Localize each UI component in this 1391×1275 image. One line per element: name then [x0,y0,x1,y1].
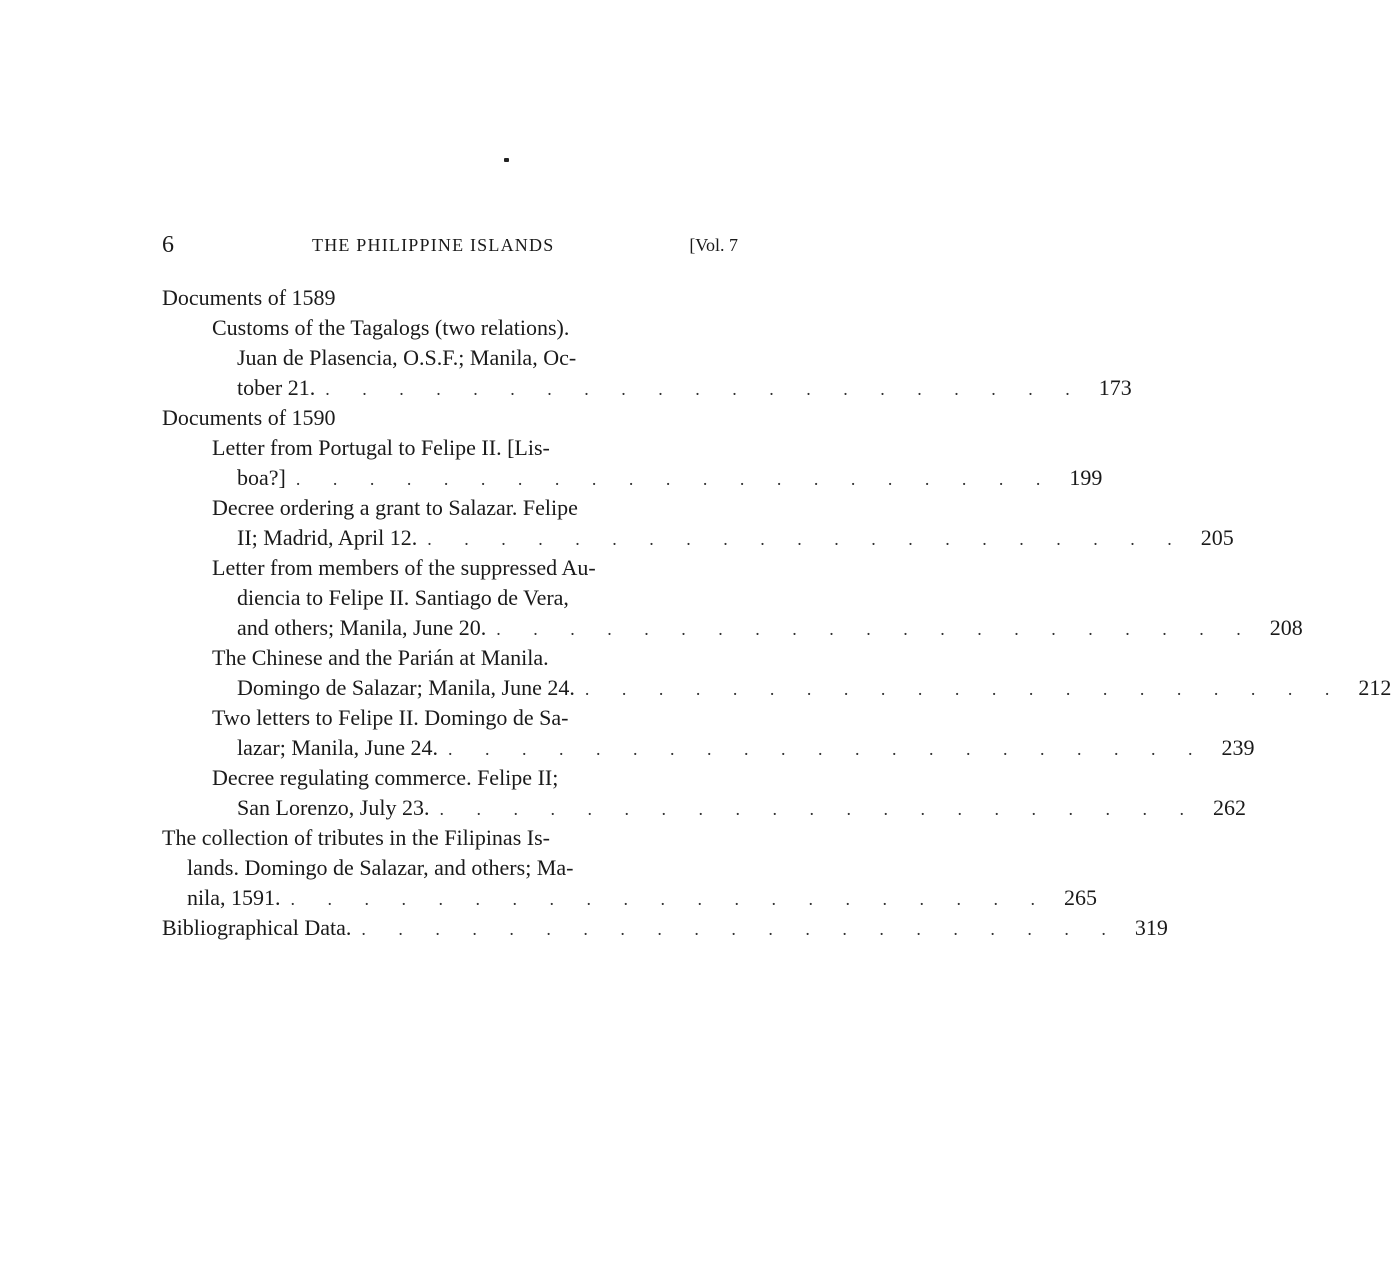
toc-page-number: 239 [1221,735,1255,760]
running-header [162,232,738,262]
toc-entry-line: Decree regulating commerce. Felipe II; [212,765,559,790]
dot-leader: . . . . . . . . . . . . . . . . . . . . . [427,529,1186,549]
toc-entry-line [162,373,1132,403]
toc-page-number: 199 [1069,465,1103,490]
dot-leader: . . . . . . . . . . . . . . . . . . . . . [361,919,1120,939]
toc-page-number: 208 [1269,615,1303,640]
toc-entry-line [162,883,1097,913]
table-of-contents [162,283,1391,943]
toc-page-number: 262 [1212,795,1246,820]
toc-entry-line: The collection of tributes in the Filipinas Is- [162,825,550,850]
toc-entry-line: lands. Domingo de Salazar, and others; Ma- [187,855,574,880]
toc-entry-text: San Lorenzo, July 23. [237,795,430,820]
toc-page-number: 212 [1358,675,1391,700]
toc-entry-line: Customs of the Tagalogs (two relations). [212,315,570,340]
toc-page-number: 265 [1064,885,1097,910]
dot-leader: . . . . . . . . . . . . . . . . . . . . . [295,469,1055,489]
toc-entry-line [162,673,1391,703]
toc-entry-line [162,793,1246,823]
ink-speck [504,158,509,162]
toc-entry-line [162,613,1303,643]
toc-entry-line: diencia to Felipe II. Santiago de Vera, [237,585,569,610]
toc-entry-text: tober 21. [237,375,316,400]
page-number: 6 [162,232,174,258]
toc-page-number: 205 [1200,525,1234,550]
toc-entry-text: lazar; Manila, June 24. [237,735,438,760]
running-title: THE PHILIPPINE ISLANDS [312,235,555,255]
dot-leader: . . . . . . . . . . . . . . . . . . . . . [496,619,1255,639]
toc-entry-line [162,913,1168,943]
dot-leader: . . . . . . . . . . . . . . . . . . . . . [584,679,1344,699]
toc-entry-text: nila, 1591. [187,885,281,910]
dot-leader: . . . . . . . . . . . . . . . . . . . . . [290,889,1049,909]
toc-page-number: 173 [1098,375,1132,400]
toc-entry-line: Decree ordering a grant to Salazar. Felipe [212,495,578,520]
dot-leader: . . . . . . . . . . . . . . . . . . . . . [448,739,1207,759]
toc-entry-text: Bibliographical Data. [162,915,352,940]
toc-entry-line: Letter from Portugal to Felipe II. [Lis- [212,435,550,460]
dot-leader: . . . . . . . . . . . . . . . . . . . . . [439,799,1198,819]
toc-entry-line: Juan de Plasencia, O.S.F.; Manila, Oc- [237,345,577,370]
toc-entry-text: Domingo de Salazar; Manila, June 24. [237,675,575,700]
toc-entry-line: The Chinese and the Parián at Manila. [212,645,549,670]
toc-entry-text: boa?] [237,465,286,490]
volume-label: [Vol. 7 [689,235,738,255]
section-heading: Documents of 1589 [162,285,336,310]
toc-entry-text: II; Madrid, April 12. [237,525,418,550]
toc-entry-line [162,463,1103,493]
section-heading: Documents of 1590 [162,405,336,430]
toc-entry-line: Letter from members of the suppressed Au- [212,555,596,580]
toc-entry-line [162,523,1234,553]
toc-entry-text: and others; Manila, June 20. [237,615,487,640]
toc-page-number: 319 [1134,915,1168,940]
toc-entry-line [162,733,1255,763]
toc-entry-line: Two letters to Felipe II. Domingo de Sa- [212,705,569,730]
dot-leader: . . . . . . . . . . . . . . . . . . . . . [325,379,1084,399]
